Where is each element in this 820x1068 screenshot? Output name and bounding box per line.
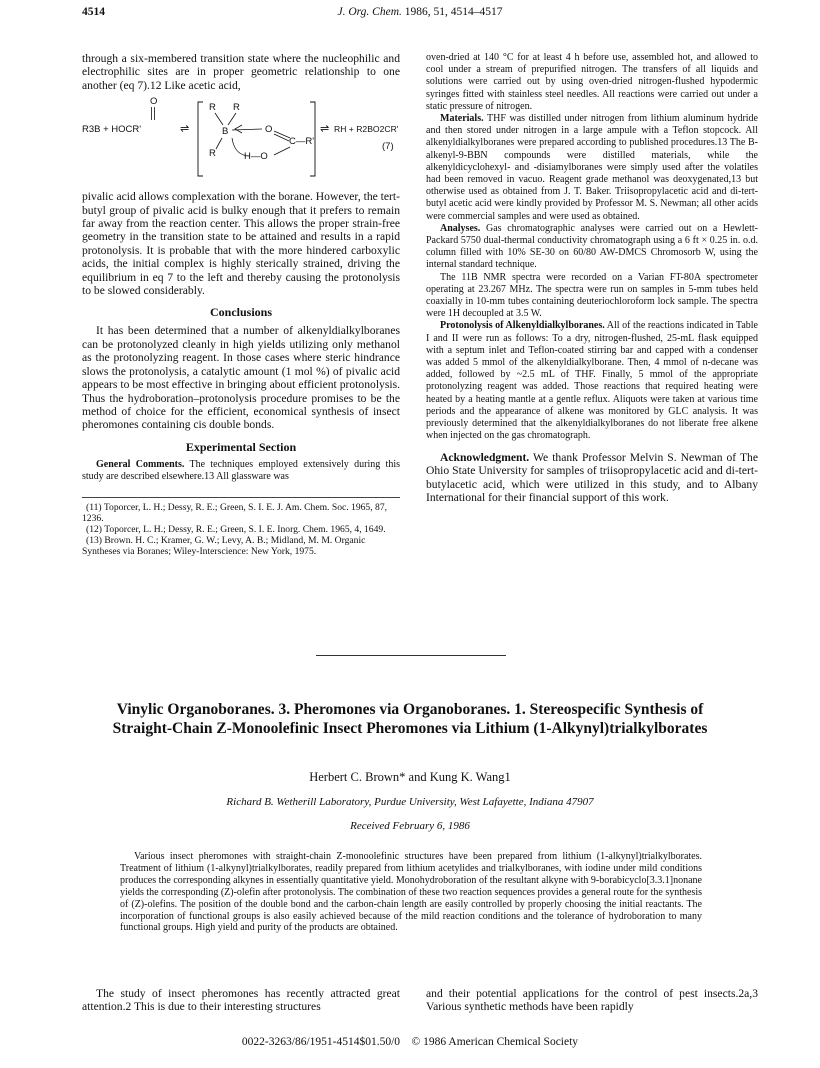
article-abstract: Various insect pheromones with straight-chain Z-monoolefinic structures have been prepared from lithium (1-alkynyl)trialkylborates. Treatment of lithium (1-alkynyl)trialkylborates, readily prepared from lithium acetylides and trialkylboranes, with iodine under mild conditions produces the corresponding alkynes in essentially quantitative yield. Monohydroboration of the resultant alkyne with 9-borabicyclo[3.3.1]nonane yields the corresponding (Z)-olefin after protonolysis. The combination of these two reaction sequences provides a general route for the synthesis of (Z)-olefins. The position of the double bond and the carbon-chain length are easily controlled by properly choosing the initial reactants. The incorporation of functional groups is also easily achieved because of the mild reaction conditions and the tolerance of hydroboration to many functional groups. High yield and purity of the products are obtained.	[120, 851, 702, 934]
footnote-references	[82, 497, 400, 557]
eq-number: (7)	[382, 141, 394, 153]
product-label: RH + R2BO2CR'	[334, 124, 399, 135]
copyright: © 1986 American Chemical Society	[411, 1036, 579, 1048]
paragraph-analyses: Analyses. Gas chromatographic analyses were carried out on a Hewlett-Packard 5750 dual-thermal conductivity chromatograph using a 6 ft × 0.25 in. o.d. column filled with 10% SE-30 on 60/80 AW-DMCS Chromosorb W, using the internal standard technique.	[426, 222, 759, 271]
paragraph-glassware: oven-dried at 140 °C for at least 4 h before use, assembled hot, and allowed to cool under a stream of prepurified nitrogen. The transfers of all liquids and solutions were carried out by using oven-dried nitrogen-flushed hypodermic syringes fitted with stainless steel needles. All reactions were carried out under a static pressure of nitrogen.	[426, 52, 758, 112]
running-header	[82, 6, 758, 24]
r2-label: R	[233, 102, 240, 114]
paragraph-pivalic: pivalic acid allows complexation with the borane. However, the tert-butyl group of pivalic acid is bulky enough that it prefers to remain far away from the reaction center. This allows the proper strain-free geometry in the transition state to be attained and results in a rapid protonolysis. It is probable that with the more hindered carboxylic acids, the initial complex is highly sterically strained, driving the equilibrium in eq 7 to the left and thereby causing the protonolysis to be slowed considerably.	[82, 190, 400, 298]
r3-label: R	[209, 148, 216, 160]
journal-citation: J. Org. Chem. 1986, 51, 4514–4517	[337, 6, 503, 18]
article-affiliation: Richard B. Wetherill Laboratory, Purdue University, West Lafayette, Indiana 47907	[226, 796, 594, 808]
equation-7-scheme	[82, 94, 400, 186]
intro-right: and their potential applications for the control of pest insects.2a,3 Various synthetic methods have been rapidly	[426, 987, 758, 1014]
article-authors: Herbert C. Brown* and Kung K. Wang1	[309, 770, 511, 784]
page-number: 4514	[82, 6, 105, 18]
reference-11: (11) Toporcer, L. H.; Dessy, R. E.; Green, S. I. E. J. Am. Chem. Soc. 1965, 87, 1236.	[82, 502, 388, 525]
reactant-label: R3B + HOCR'	[82, 124, 142, 136]
oxygen-label: O	[265, 124, 273, 136]
page-footer	[0, 1036, 820, 1048]
paragraph-materials: Materials. THF was distilled under nitrogen from lithium aluminum hydride and then stored under nitrogen in a large ampule with a Teflon stopcock. All alkenyldialkylboranes were prepared according to published procedures.13 The B-alkenyl-9-BBN compounds were distilled materials, while the alkenyldicyclohexyl- and -disiamylboranes were simply used after the volatiles had been removed in vacuo. Reagent grade methanol was deoxygenated,13 but otherwise used as obtained from J. T. Baker. Triisopropylacetic acid and di-tert-butyl acetic acid were kindly provided by Professor M. S. Newman; all other acids were commercial samples and were used as obtained.	[426, 113, 758, 222]
boron-label: B	[222, 126, 229, 138]
h-o-label: H—O	[244, 151, 268, 163]
issn-code: 0022-3263/86/1951-4514$01.50/0	[241, 1036, 401, 1048]
right-column	[426, 52, 758, 505]
article-title: Vinylic Organoboranes. 3. Pheromones via Organoboranes. 1. Stereospecific Synthesis of Straight-Chain Z-Monoolefinic Insect Pheromones via Lithium (1-Alkynyl)trialkylborates	[112, 701, 708, 737]
carbon-rprime-label: C—R'	[289, 136, 315, 148]
paragraph-acknowledgment: Acknowledgment. We thank Professor Melvin S. Newman of The Ohio State University for samples of triisopropylacetic acid and di-tert-butylacetic acid, which were utilized in this study, and to Albany International for their financial support of this work.	[426, 450, 758, 505]
carbonyl-o-label: O	[150, 96, 158, 108]
received-date: Received February 6, 1986	[350, 820, 470, 832]
r1-label: R	[209, 102, 216, 114]
reference-13: (13) Brown. H. C.; Kramer, G. W.; Levy, A. B.; Midland, M. M. Organic Syntheses via Boranes; Wiley-Interscience: New York, 1975.	[82, 535, 366, 558]
svg-text:⇌: ⇌	[180, 123, 190, 136]
transition-state-diagram	[82, 94, 400, 186]
svg-text:⇌: ⇌	[320, 123, 330, 136]
paragraph-nmr: The 11B NMR spectra were recorded on a Varian FT-80A spectrometer operating at 23.267 MHz. The spectra were run on samples in 5-mm tubes held coaxially in 10-mm tubes containing deuteriochloroform lock sample. The spectra were 1H decoupled at 3.5 W.	[426, 271, 758, 320]
intro-left: The study of insect pheromones has recently attracted great attention.2 This is due to their interesting structures	[82, 987, 400, 1014]
reference-12: (12) Toporcer, L. H.; Dessy, R. E.; Green, S. I. E. Inorg. Chem. 1965, 4, 1649.	[86, 524, 386, 536]
paragraph-eq7-intro: through a six-membered transition state where the nucleophilic and electrophilic sites are in proper geometric relationship to one another (eq 7).12 Like acetic acid,	[82, 52, 400, 92]
conclusions-heading: Conclusions	[209, 305, 273, 320]
paragraph-protonolysis: Protonolysis of Alkenyldialkylboranes. All of the reactions indicated in Table I and II were run as follows: To a dry, nitrogen-flushed, 25-mL flask equipped with a septum inlet and Teflon-coated stirring bar and capped with a condenser was added 5 mmol of the alkenyldialkylborane. Then, 4 mmol of n-decane was added, followed by ~2.5 mL of THF. Finally, 5 mmol of the appropriate protonolyzing reagent was added. Those reactions that required heating were heated by a heating mantle at a gentle reflux. Aliquots were taken at various time periods and the appearance of alkene was monitored by GLC analysis. It was previously determined that the alkenyldialkylboranes do not liberate free alkene when injected on the gas chromatograph.	[426, 320, 758, 442]
left-column	[82, 52, 400, 557]
paragraph-conclusions: It has been determined that a number of alkenyldialkylboranes can be protonolyzed cleanly in high yields utilizing only methanol as the protonolyzing reagent. In those cases where steric hindrance slows the protonolysis, a catalytic amount (1 mol %) of pivalic acid appears to be most effective in bringing about efficient protonolysis. Thus the hydroboration–protonolysis procedure promises to be the method of choice for the efficient, economical synthesis of insect pheromones containing cis double bonds.	[82, 324, 400, 432]
experimental-heading: Experimental Section	[185, 439, 297, 454]
article-divider	[316, 655, 506, 656]
paragraph-general-comments: General Comments. The techniques employed extensively during this study are described elsewhere.13 All glassware was	[82, 458, 401, 482]
